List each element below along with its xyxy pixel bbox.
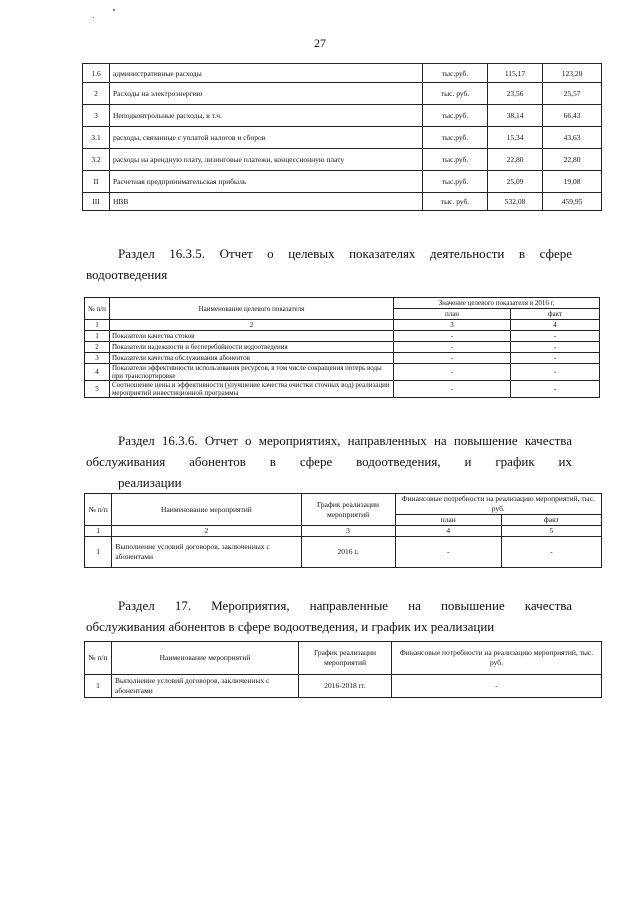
cell-v2: 25,57 <box>543 83 602 105</box>
section-17-heading <box>86 595 572 637</box>
cell-name: расходы, связанные с уплатой налогов и сборов <box>110 127 423 149</box>
cell-unit: тыс.руб. <box>423 64 488 83</box>
cell-plan: - <box>394 331 511 342</box>
cell-name: Показатели надежности и бесперебойности водоотведения <box>110 342 394 353</box>
col-index: 3 <box>301 526 395 537</box>
section-16-3-6-heading <box>86 430 572 493</box>
cell-v1: 22,80 <box>488 149 543 171</box>
cell-name: Расчетная предпринимательская прибыль <box>110 171 423 193</box>
table-row <box>85 364 600 381</box>
heading-line: обслуживания абонентов в сфере водоотведения, и график их реализации <box>86 619 495 634</box>
cell-fact: - <box>511 342 600 353</box>
heading-line: реализации <box>118 475 182 490</box>
cell-v1: 25,09 <box>488 171 543 193</box>
col-finance-header: Финансовые потребности на реализацию мероприятий, тыс. руб. <box>395 494 601 515</box>
col-name-header: Наименование целевого показателя <box>110 298 394 320</box>
col-index: 1 <box>85 526 112 537</box>
cell-plan: - <box>394 342 511 353</box>
row-name: Выполнение условий договоров, заключенных с абонентами <box>112 537 301 568</box>
row-name: Выполнение условий договоров, заключенных с абонентами <box>112 675 299 698</box>
table-row <box>83 64 602 83</box>
col-value-header: Значение целевого показателя в 2016 г. <box>394 298 600 309</box>
cell-name: НВВ <box>110 193 423 211</box>
row-plan: - <box>395 537 501 568</box>
cell-unit: тыс.руб. <box>423 149 488 171</box>
cell-fact: - <box>511 331 600 342</box>
row-finance: - <box>392 675 602 698</box>
cell-num: III <box>83 193 110 211</box>
table-row <box>83 105 602 127</box>
row-schedule: 2016 г. <box>301 537 395 568</box>
col-schedule-header: График реализации мероприятий <box>301 494 395 526</box>
heading-line: качества обслуживания абонентов в сфере водоотведения, и график их <box>86 433 573 469</box>
cell-v2: 19,08 <box>543 171 602 193</box>
cell-plan: - <box>394 364 511 381</box>
table-row <box>83 149 602 171</box>
scan-speck <box>93 17 94 18</box>
cell-num: 3 <box>83 105 110 127</box>
table-row <box>85 342 600 353</box>
cell-num: 4 <box>85 364 110 381</box>
cell-unit: тыс.руб. <box>423 127 488 149</box>
table-row <box>85 537 602 568</box>
table-row <box>83 193 602 211</box>
page-number: 27 <box>314 36 326 50</box>
col-finance-header: Финансовые потребности на реализацию мероприятий, тыс. руб. <box>392 642 602 675</box>
col-num-header: № п/п <box>85 298 110 320</box>
col-index: 4 <box>395 526 501 537</box>
cell-v1: 23,56 <box>488 83 543 105</box>
row-schedule: 2016-2018 гг. <box>299 675 392 698</box>
cell-num: II <box>83 171 110 193</box>
cell-name: Неподконтрольные расходы, в т.ч. <box>110 105 423 127</box>
measures-2016-2018-table <box>84 641 602 698</box>
cell-num: 2 <box>83 83 110 105</box>
cell-name: административные расходы <box>110 64 423 83</box>
cell-unit: тыс.руб. <box>423 105 488 127</box>
cell-name: Расходы на электроэнергию <box>110 83 423 105</box>
cell-num: 5 <box>85 381 110 398</box>
col-plan-header: план <box>394 309 511 320</box>
heading-line: Раздел 16.3.5. Отчет о целевых показателях деятельности в сфере <box>118 246 572 261</box>
col-fact-header: факт <box>511 309 600 320</box>
cell-name: Показатели эффективности использования ресурсов, в том числе сокращения потерь воды при транспортировке <box>110 364 394 381</box>
col-num-header: № п/п <box>85 494 112 526</box>
cost-table <box>82 63 602 211</box>
col-index: 3 <box>394 320 511 331</box>
measures-2016-table <box>84 493 602 568</box>
col-name-header: Наименование мероприятий <box>112 494 301 526</box>
target-indicators-table <box>84 297 600 398</box>
col-index: 5 <box>501 526 601 537</box>
cell-num: 3.2 <box>83 149 110 171</box>
table-row <box>85 331 600 342</box>
row-num: 1 <box>85 537 112 568</box>
col-index: 4 <box>511 320 600 331</box>
cell-plan: - <box>394 353 511 364</box>
cell-fact: - <box>511 364 600 381</box>
cell-v1: 115,17 <box>488 64 543 83</box>
table-row <box>83 171 602 193</box>
cell-num: 3 <box>85 353 110 364</box>
heading-line: водоотведения <box>86 267 168 282</box>
cell-v2: 43,63 <box>543 127 602 149</box>
cell-num: 1.6 <box>83 64 110 83</box>
col-plan-header: план <box>395 515 501 526</box>
col-schedule-header: График реализации мероприятий <box>299 642 392 675</box>
cell-num: 1 <box>85 331 110 342</box>
cell-unit: тыс. руб. <box>423 193 488 211</box>
col-index: 2 <box>112 526 301 537</box>
cell-v1: 532,08 <box>488 193 543 211</box>
row-fact: - <box>501 537 601 568</box>
cell-v1: 15,34 <box>488 127 543 149</box>
col-index: 2 <box>110 320 394 331</box>
cell-v2: 22,80 <box>543 149 602 171</box>
col-index: 1 <box>85 320 110 331</box>
cell-unit: тыс. руб. <box>423 83 488 105</box>
row-num: 1 <box>85 675 112 698</box>
col-fact-header: факт <box>501 515 601 526</box>
cell-name: расходы на арендную плату, лизинговые платежи, концессионную плату <box>110 149 423 171</box>
cell-num: 2 <box>85 342 110 353</box>
cell-fact: - <box>511 353 600 364</box>
cell-fact: - <box>511 381 600 398</box>
cell-v2: 459,95 <box>543 193 602 211</box>
table-row <box>85 675 602 698</box>
cell-v2: 123,20 <box>543 64 602 83</box>
cell-name: Показатели качества стоков <box>110 331 394 342</box>
cell-name: Соотношение цены и эффективности (улучшение качества очистки сточных вод) реализации мероприятий инвестиционной программы <box>110 381 394 398</box>
col-name-header: Наименование мероприятий <box>112 642 299 675</box>
cell-unit: тыс.руб. <box>423 171 488 193</box>
col-num-header: № п/п <box>85 642 112 675</box>
cell-v2: 66,43 <box>543 105 602 127</box>
table-row <box>85 381 600 398</box>
cell-plan: - <box>394 381 511 398</box>
cell-num: 3.1 <box>83 127 110 149</box>
section-16-3-5-heading <box>86 243 572 285</box>
cell-v1: 38,14 <box>488 105 543 127</box>
table-row <box>83 83 602 105</box>
table-row <box>85 353 600 364</box>
scan-speck <box>113 9 115 11</box>
table-row <box>83 127 602 149</box>
cell-name: Показатели качества обслуживания абонентов <box>110 353 394 364</box>
heading-line: Раздел 17. Мероприятия, направленные на повышение качества <box>118 598 572 613</box>
heading-line: Раздел 16.3.6. Отчет о мероприятиях, направленных на повышение <box>118 433 518 448</box>
